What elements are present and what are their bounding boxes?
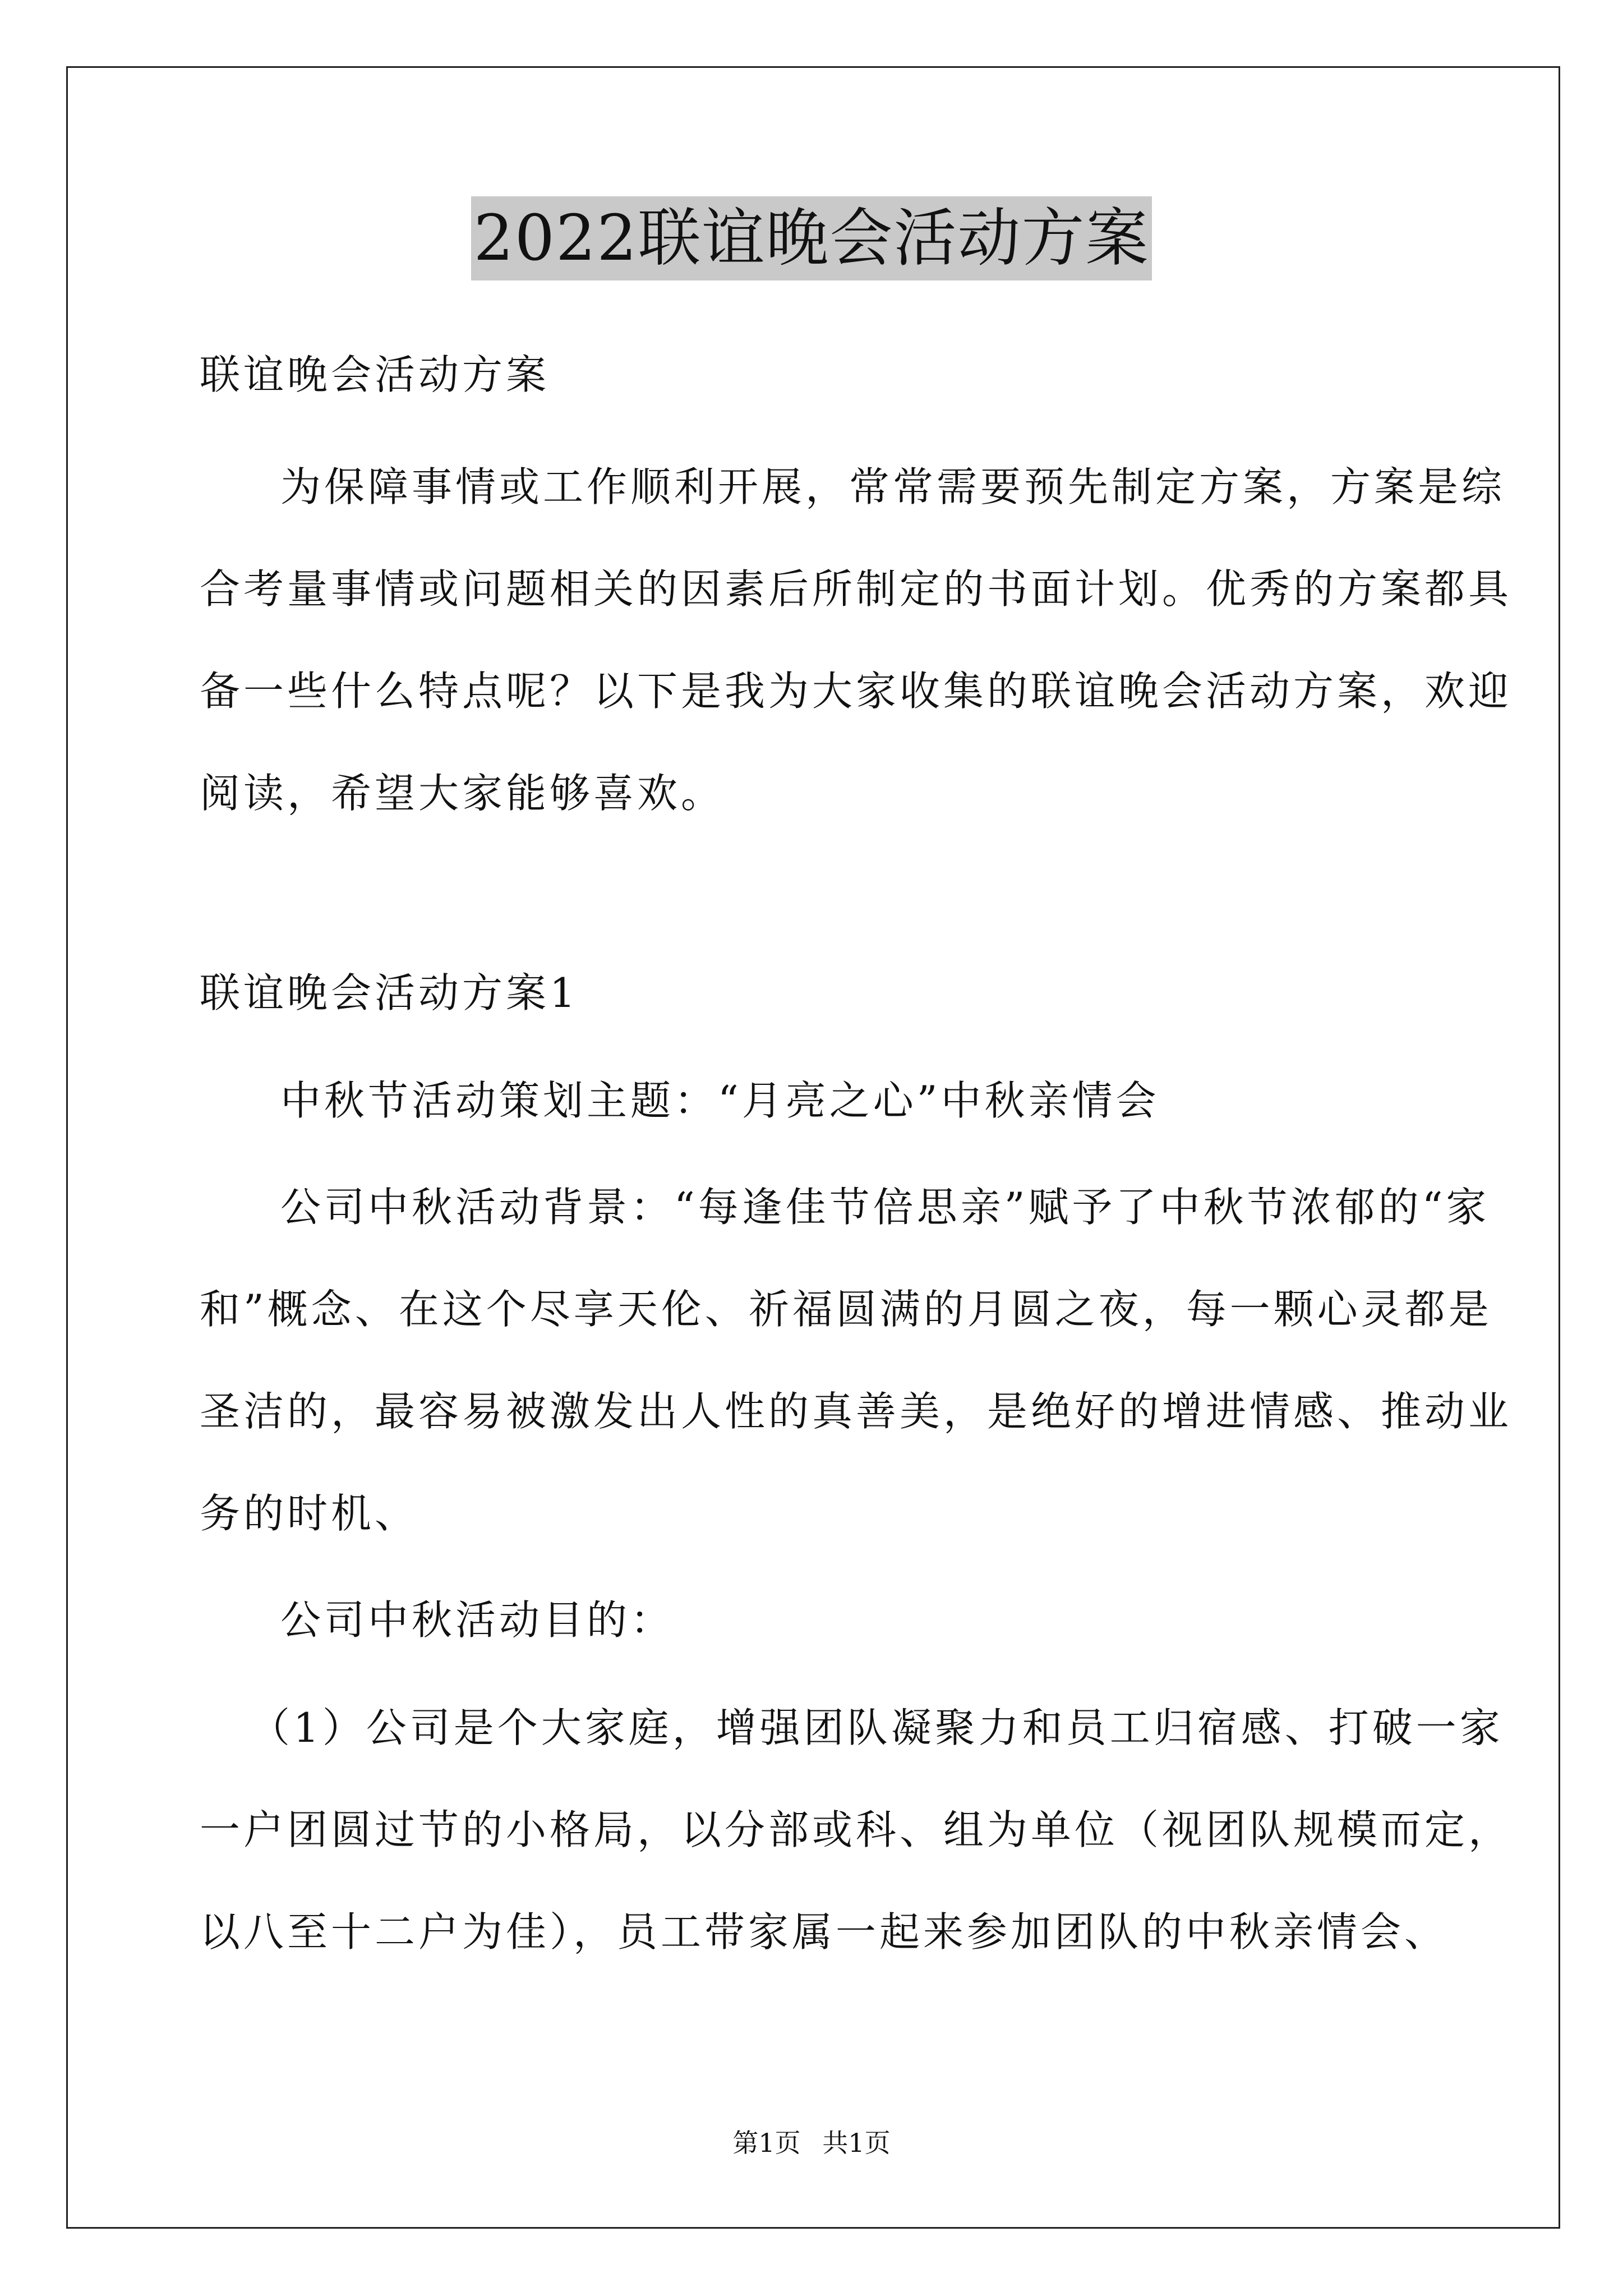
paragraph-line: 以八至十二户为佳），员工带家属一起来参加团队的中秋亲情会、 xyxy=(200,1908,1449,1955)
paragraph-line: 公司中秋活动背景：“每逢佳节倍思亲”赋予了中秋节浓郁的“家 xyxy=(280,1184,1490,1231)
document-title: 2022联谊晚会活动方案 xyxy=(471,196,1151,280)
paragraph-line: 公司中秋活动目的： xyxy=(280,1596,675,1644)
section-heading: 联谊晚会活动方案 xyxy=(200,351,550,398)
paragraph-line: 圣洁的，最容易被激发出人性的真善美，是绝好的增进情感、推动业 xyxy=(200,1388,1513,1435)
paragraph-line: 备一些什么特点呢？以下是我为大家收集的联谊晚会活动方案，欢迎 xyxy=(200,668,1513,715)
title-container xyxy=(0,196,1623,280)
paragraph-line: 合考量事情或问题相关的因素后所制定的书面计划。优秀的方案都具 xyxy=(200,565,1513,613)
paragraph-line: 阅读，希望大家能够喜欢。 xyxy=(200,770,725,817)
section-heading: 联谊晚会活动方案1 xyxy=(200,969,579,1016)
paragraph-line: 务的时机、 xyxy=(200,1490,419,1537)
paragraph-line: （1）公司是个大家庭，增强团队凝聚力和员工归宿感、打破一家 xyxy=(250,1704,1504,1751)
paragraph-line: 为保障事情或工作顺利开展，常常需要预先制定方案，方案是综 xyxy=(280,463,1506,510)
paragraph-line: 和”概念、在这个尽享天伦、祈福圆满的月圆之夜，每一颗心灵都是 xyxy=(200,1286,1492,1333)
paragraph-line: 一户团圆过节的小格局，以分部或科、组为单位（视团队规模而定， xyxy=(200,1806,1513,1853)
page-footer xyxy=(0,2126,1623,2160)
paragraph-line: 中秋节活动策划主题：“月亮之心”中秋亲情会 xyxy=(280,1077,1160,1124)
page-number-total: 共1页 xyxy=(822,2128,891,2158)
page-number-current: 第1页 xyxy=(732,2128,801,2158)
